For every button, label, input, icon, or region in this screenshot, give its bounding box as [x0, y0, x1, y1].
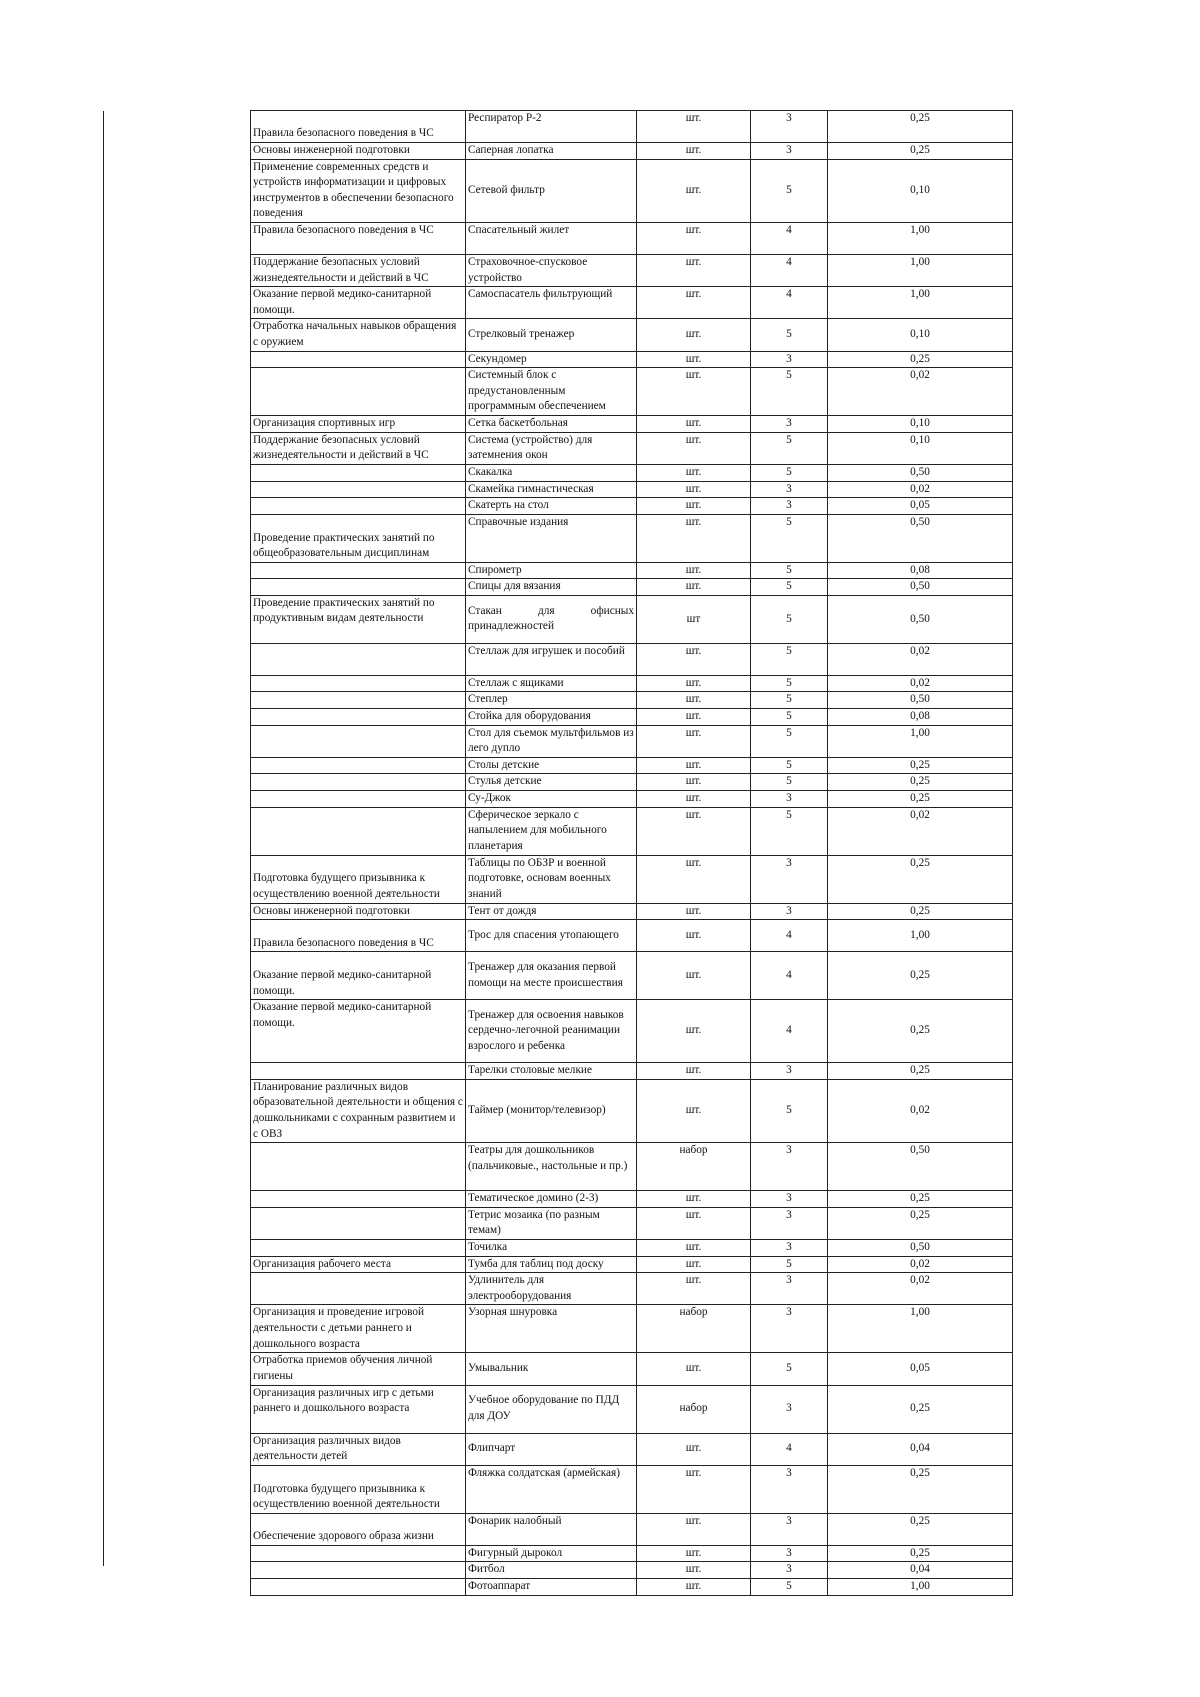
equipment-table-body: [251, 111, 1013, 1596]
table-row: [251, 807, 1013, 855]
activity-cell: [251, 675, 466, 692]
table-row: [251, 675, 1013, 692]
table-row: [251, 287, 1013, 319]
activity-cell: [251, 351, 466, 368]
quantity-cell: 5: [751, 709, 828, 726]
coefficient-cell: 0,25: [828, 774, 1013, 791]
coefficient-cell: 1,00: [828, 254, 1013, 286]
table-row: [251, 774, 1013, 791]
activity-cell: Организация спортивных игр: [251, 416, 466, 433]
equipment-name-cell: Су-Джок: [466, 791, 637, 808]
table-row: [251, 1465, 1013, 1513]
table-row: [251, 1191, 1013, 1208]
unit-cell: шт.: [637, 498, 751, 515]
unit-cell: шт.: [637, 807, 751, 855]
coefficient-cell: 0,02: [828, 1256, 1013, 1273]
table-row: [251, 920, 1013, 952]
quantity-cell: 3: [751, 1305, 828, 1353]
unit-cell: шт.: [637, 481, 751, 498]
table-row: [251, 1545, 1013, 1562]
coefficient-cell: 0,25: [828, 903, 1013, 920]
quantity-cell: 5: [751, 692, 828, 709]
quantity-cell: 5: [751, 675, 828, 692]
equipment-name-cell: Сетка баскетбольная: [466, 416, 637, 433]
unit-cell: шт.: [637, 1562, 751, 1579]
equipment-name-cell: Спицы для вязания: [466, 579, 637, 596]
equipment-name-cell: Стакан для офисных принадлежностей: [466, 595, 637, 643]
table-row: [251, 1385, 1013, 1433]
activity-cell: [251, 1207, 466, 1239]
unit-cell: шт.: [637, 287, 751, 319]
quantity-cell: 3: [751, 1562, 828, 1579]
quantity-cell: 4: [751, 920, 828, 952]
activity-cell: Организация и проведение игровой деятельности с детьми раннего и дошкольного возраста: [251, 1305, 466, 1353]
table-row: [251, 1063, 1013, 1080]
coefficient-cell: 1,00: [828, 1305, 1013, 1353]
unit-cell: шт.: [637, 903, 751, 920]
unit-cell: шт.: [637, 159, 751, 222]
unit-cell: шт.: [637, 675, 751, 692]
coefficient-cell: 0,25: [828, 1385, 1013, 1433]
coefficient-cell: 0,25: [828, 351, 1013, 368]
unit-cell: шт.: [637, 222, 751, 254]
quantity-cell: 5: [751, 807, 828, 855]
coefficient-cell: 0,25: [828, 111, 1013, 143]
quantity-cell: 5: [751, 595, 828, 643]
activity-cell: [251, 1239, 466, 1256]
activity-cell: Основы инженерной подготовки: [251, 903, 466, 920]
equipment-name-cell: Сетевой фильтр: [466, 159, 637, 222]
activity-cell: [251, 709, 466, 726]
coefficient-cell: 0,25: [828, 1545, 1013, 1562]
quantity-cell: 3: [751, 416, 828, 433]
table-row: [251, 1079, 1013, 1142]
activity-cell: Организация рабочего места: [251, 1256, 466, 1273]
table-row: [251, 481, 1013, 498]
coefficient-cell: 0,50: [828, 595, 1013, 643]
quantity-cell: 5: [751, 432, 828, 464]
equipment-name-cell: Спасательный жилет: [466, 222, 637, 254]
equipment-name-cell: Умывальник: [466, 1353, 637, 1385]
equipment-name-cell: Респиратор Р-2: [466, 111, 637, 143]
unit-cell: шт.: [637, 855, 751, 903]
equipment-name-cell: Столы детские: [466, 757, 637, 774]
activity-cell: Оказание первой медико-санитарной помощи.: [251, 1000, 466, 1063]
coefficient-cell: 0,05: [828, 498, 1013, 515]
coefficient-cell: 1,00: [828, 920, 1013, 952]
equipment-name-cell: Театры для дошкольников (пальчиковые., настольные и пр.): [466, 1143, 637, 1191]
equipment-name-cell: Самоспасатель фильтрующий: [466, 287, 637, 319]
unit-cell: шт.: [637, 1545, 751, 1562]
table-row: [251, 595, 1013, 643]
equipment-name-cell: Фитбол: [466, 1562, 637, 1579]
activity-cell: [251, 1578, 466, 1595]
unit-cell: шт.: [637, 709, 751, 726]
unit-cell: шт.: [637, 1000, 751, 1063]
activity-cell: [251, 807, 466, 855]
equipment-name-cell: Скакалка: [466, 464, 637, 481]
activity-cell: Применение современных средств и устройств информатизации и цифровых инструментов в обеспечении безопасного поведения: [251, 159, 466, 222]
coefficient-cell: 1,00: [828, 725, 1013, 757]
equipment-name-cell: Системный блок с предустановленным программным обеспечением: [466, 368, 637, 416]
coefficient-cell: 0,25: [828, 1207, 1013, 1239]
equipment-name-cell: Точилка: [466, 1239, 637, 1256]
quantity-cell: 4: [751, 222, 828, 254]
unit-cell: шт.: [637, 1256, 751, 1273]
table-row: [251, 757, 1013, 774]
coefficient-cell: 0,02: [828, 643, 1013, 675]
unit-cell: шт.: [637, 562, 751, 579]
table-row: [251, 903, 1013, 920]
coefficient-cell: 0,10: [828, 432, 1013, 464]
activity-cell: Планирование различных видов образовательной деятельности и общения с дошкольниками с сохранным развитием и с ОВЗ: [251, 1079, 466, 1142]
table-row: [251, 143, 1013, 160]
coefficient-cell: 0,50: [828, 1143, 1013, 1191]
activity-cell: [251, 774, 466, 791]
equipment-name-cell: Система (устройство) для затемнения окон: [466, 432, 637, 464]
quantity-cell: 3: [751, 791, 828, 808]
unit-cell: шт.: [637, 416, 751, 433]
table-row: [251, 643, 1013, 675]
coefficient-cell: 0,04: [828, 1433, 1013, 1465]
equipment-name-cell: Фляжка солдатская (армейская): [466, 1465, 637, 1513]
table-row: [251, 1273, 1013, 1305]
unit-cell: шт.: [637, 464, 751, 481]
equipment-name-cell: Таблицы по ОБЗР и военной подготовке, основам военных знаний: [466, 855, 637, 903]
unit-cell: шт.: [637, 1578, 751, 1595]
activity-cell: Основы инженерной подготовки: [251, 143, 466, 160]
quantity-cell: 3: [751, 1063, 828, 1080]
equipment-name-cell: Тент от дождя: [466, 903, 637, 920]
table-row: [251, 1207, 1013, 1239]
table-row: [251, 319, 1013, 351]
equipment-name-cell: Флипчарт: [466, 1433, 637, 1465]
table-row: [251, 464, 1013, 481]
activity-cell: Организация различных игр с детьми раннего и дошкольного возраста: [251, 1385, 466, 1433]
quantity-cell: 3: [751, 143, 828, 160]
unit-cell: шт.: [637, 1353, 751, 1385]
activity-cell: Проведение практических занятий по продуктивным видам деятельности: [251, 595, 466, 643]
equipment-name-cell: Фонарик налобный: [466, 1513, 637, 1545]
activity-cell: [251, 481, 466, 498]
quantity-cell: 5: [751, 1353, 828, 1385]
coefficient-cell: 0,25: [828, 1465, 1013, 1513]
quantity-cell: 5: [751, 1079, 828, 1142]
table-row: [251, 351, 1013, 368]
quantity-cell: 3: [751, 1143, 828, 1191]
activity-cell: Правила безопасного поведения в ЧС: [251, 222, 466, 254]
activity-cell: Оказание первой медико-санитарной помощи.: [251, 952, 466, 1000]
quantity-cell: 4: [751, 254, 828, 286]
table-row: [251, 1433, 1013, 1465]
equipment-name-cell: Стол для съемок мультфильмов из лего дупло: [466, 725, 637, 757]
coefficient-cell: 0,02: [828, 1079, 1013, 1142]
quantity-cell: 5: [751, 159, 828, 222]
equipment-name-cell: Удлинитель для электрооборудования: [466, 1273, 637, 1305]
table-row: [251, 1353, 1013, 1385]
table-row: [251, 725, 1013, 757]
unit-cell: шт.: [637, 1513, 751, 1545]
table-row: [251, 1305, 1013, 1353]
table-row: [251, 111, 1013, 143]
unit-cell: шт.: [637, 920, 751, 952]
equipment-name-cell: Фотоаппарат: [466, 1578, 637, 1595]
coefficient-cell: 0,05: [828, 1353, 1013, 1385]
activity-cell: [251, 368, 466, 416]
quantity-cell: 5: [751, 514, 828, 562]
activity-cell: [251, 579, 466, 596]
quantity-cell: 3: [751, 1273, 828, 1305]
equipment-name-cell: Спирометр: [466, 562, 637, 579]
table-row: [251, 432, 1013, 464]
quantity-cell: 5: [751, 464, 828, 481]
unit-cell: шт.: [637, 725, 751, 757]
coefficient-cell: 0,08: [828, 709, 1013, 726]
table-row: [251, 1256, 1013, 1273]
table-row: [251, 1000, 1013, 1063]
activity-cell: Поддержание безопасных условий жизнедеятельности и действий в ЧС: [251, 432, 466, 464]
quantity-cell: 3: [751, 1545, 828, 1562]
quantity-cell: 3: [751, 351, 828, 368]
coefficient-cell: 0,25: [828, 1000, 1013, 1063]
coefficient-cell: 0,50: [828, 514, 1013, 562]
quantity-cell: 3: [751, 1465, 828, 1513]
equipment-name-cell: Страховочное-спусковое устройство: [466, 254, 637, 286]
unit-cell: шт.: [637, 1207, 751, 1239]
activity-cell: [251, 562, 466, 579]
unit-cell: шт.: [637, 111, 751, 143]
equipment-table: [250, 110, 1013, 1596]
quantity-cell: 3: [751, 481, 828, 498]
activity-cell: Обеспечение здорового образа жизни: [251, 1513, 466, 1545]
coefficient-cell: 0,25: [828, 791, 1013, 808]
unit-cell: шт.: [637, 774, 751, 791]
table-row: [251, 222, 1013, 254]
unit-cell: шт.: [637, 791, 751, 808]
activity-cell: [251, 498, 466, 515]
unit-cell: шт.: [637, 254, 751, 286]
activity-cell: [251, 757, 466, 774]
table-row: [251, 1143, 1013, 1191]
coefficient-cell: 1,00: [828, 222, 1013, 254]
activity-cell: Проведение практических занятий по общеобразовательным дисциплинам: [251, 514, 466, 562]
quantity-cell: 4: [751, 952, 828, 1000]
coefficient-cell: 0,02: [828, 368, 1013, 416]
coefficient-cell: 0,10: [828, 159, 1013, 222]
unit-cell: шт.: [637, 1273, 751, 1305]
page-margin-line: [103, 111, 104, 1566]
table-row: [251, 562, 1013, 579]
quantity-cell: 5: [751, 757, 828, 774]
unit-cell: шт.: [637, 1239, 751, 1256]
table-row: [251, 416, 1013, 433]
unit-cell: шт.: [637, 1079, 751, 1142]
unit-cell: шт.: [637, 1465, 751, 1513]
table-row: [251, 514, 1013, 562]
activity-cell: Подготовка будущего призывника к осуществлению военной деятельности: [251, 855, 466, 903]
quantity-cell: 3: [751, 1191, 828, 1208]
coefficient-cell: 0,50: [828, 579, 1013, 596]
coefficient-cell: 0,02: [828, 481, 1013, 498]
table-row: [251, 1513, 1013, 1545]
activity-cell: Правила безопасного поведения в ЧС: [251, 111, 466, 143]
table-row: [251, 368, 1013, 416]
activity-cell: [251, 1273, 466, 1305]
unit-cell: шт.: [637, 757, 751, 774]
table-row: [251, 159, 1013, 222]
activity-cell: Отработка начальных навыков обращения с оружием: [251, 319, 466, 351]
unit-cell: шт.: [637, 143, 751, 160]
equipment-name-cell: Скамейка гимнастическая: [466, 481, 637, 498]
equipment-name-cell: Стойка для оборудования: [466, 709, 637, 726]
activity-cell: Правила безопасного поведения в ЧС: [251, 920, 466, 952]
equipment-name-cell: Фигурный дырокол: [466, 1545, 637, 1562]
coefficient-cell: 0,25: [828, 757, 1013, 774]
quantity-cell: 3: [751, 1513, 828, 1545]
table-row: [251, 1239, 1013, 1256]
quantity-cell: 3: [751, 498, 828, 515]
equipment-name-cell: Трос для спасения утопающего: [466, 920, 637, 952]
equipment-name-cell: Секундомер: [466, 351, 637, 368]
quantity-cell: 4: [751, 1433, 828, 1465]
coefficient-cell: 0,25: [828, 952, 1013, 1000]
equipment-name-cell: Стулья детские: [466, 774, 637, 791]
activity-cell: [251, 464, 466, 481]
activity-cell: [251, 791, 466, 808]
unit-cell: набор: [637, 1385, 751, 1433]
unit-cell: шт.: [637, 432, 751, 464]
quantity-cell: 3: [751, 1207, 828, 1239]
coefficient-cell: 0,25: [828, 1191, 1013, 1208]
equipment-name-cell: Скатерть на стол: [466, 498, 637, 515]
quantity-cell: 5: [751, 319, 828, 351]
equipment-name-cell: Стеллаж с ящиками: [466, 675, 637, 692]
unit-cell: шт.: [637, 952, 751, 1000]
coefficient-cell: 0,25: [828, 1513, 1013, 1545]
activity-cell: [251, 1191, 466, 1208]
activity-cell: Оказание первой медико-санитарной помощи.: [251, 287, 466, 319]
equipment-name-cell: Таймер (монитор/телевизор): [466, 1079, 637, 1142]
table-row: [251, 254, 1013, 286]
equipment-name-cell: Узорная шнуровка: [466, 1305, 637, 1353]
activity-cell: [251, 1063, 466, 1080]
quantity-cell: 5: [751, 1256, 828, 1273]
quantity-cell: 5: [751, 725, 828, 757]
unit-cell: шт.: [637, 319, 751, 351]
table-row: [251, 579, 1013, 596]
coefficient-cell: 0,50: [828, 464, 1013, 481]
unit-cell: шт.: [637, 692, 751, 709]
quantity-cell: 4: [751, 287, 828, 319]
coefficient-cell: 0,02: [828, 807, 1013, 855]
equipment-name-cell: Тематическое домино (2-3): [466, 1191, 637, 1208]
equipment-name-cell: Степлер: [466, 692, 637, 709]
quantity-cell: 3: [751, 1385, 828, 1433]
activity-cell: [251, 725, 466, 757]
activity-cell: [251, 1562, 466, 1579]
activity-cell: [251, 1545, 466, 1562]
quantity-cell: 5: [751, 368, 828, 416]
equipment-name-cell: Тренажер для оказания первой помощи на месте происшествия: [466, 952, 637, 1000]
quantity-cell: 5: [751, 1578, 828, 1595]
unit-cell: набор: [637, 1305, 751, 1353]
equipment-name-cell: Стеллаж для игрушек и пособий: [466, 643, 637, 675]
coefficient-cell: 0,25: [828, 143, 1013, 160]
activity-cell: [251, 692, 466, 709]
coefficient-cell: 0,50: [828, 1239, 1013, 1256]
unit-cell: шт.: [637, 368, 751, 416]
table-row: [251, 1578, 1013, 1595]
equipment-name-cell: Тренажер для освоения навыков сердечно-легочной реанимации взрослого и ребенка: [466, 1000, 637, 1063]
equipment-name-cell: Тетрис мозаика (по разным темам): [466, 1207, 637, 1239]
activity-cell: Отработка приемов обучения личной гигиены: [251, 1353, 466, 1385]
coefficient-cell: 0,10: [828, 319, 1013, 351]
equipment-name-cell: Сферическое зеркало с напылением для мобильного планетария: [466, 807, 637, 855]
unit-cell: шт.: [637, 351, 751, 368]
coefficient-cell: 0,08: [828, 562, 1013, 579]
equipment-name-cell: Саперная лопатка: [466, 143, 637, 160]
table-row: [251, 791, 1013, 808]
activity-cell: Подготовка будущего призывника к осуществлению военной деятельности: [251, 1465, 466, 1513]
equipment-name-cell: Справочные издания: [466, 514, 637, 562]
activity-cell: Организация различных видов деятельности детей: [251, 1433, 466, 1465]
quantity-cell: 4: [751, 1000, 828, 1063]
activity-cell: [251, 1143, 466, 1191]
coefficient-cell: 0,10: [828, 416, 1013, 433]
equipment-name-cell: Тарелки столовые мелкие: [466, 1063, 637, 1080]
unit-cell: шт.: [637, 1433, 751, 1465]
unit-cell: шт.: [637, 1191, 751, 1208]
unit-cell: шт.: [637, 643, 751, 675]
quantity-cell: 3: [751, 903, 828, 920]
unit-cell: набор: [637, 1143, 751, 1191]
coefficient-cell: 0,50: [828, 692, 1013, 709]
quantity-cell: 3: [751, 855, 828, 903]
quantity-cell: 5: [751, 774, 828, 791]
activity-cell: Поддержание безопасных условий жизнедеятельности и действий в ЧС: [251, 254, 466, 286]
table-row: [251, 709, 1013, 726]
coefficient-cell: 0,02: [828, 675, 1013, 692]
equipment-name-cell: Стрелковый тренажер: [466, 319, 637, 351]
unit-cell: шт: [637, 595, 751, 643]
quantity-cell: 3: [751, 1239, 828, 1256]
unit-cell: шт.: [637, 579, 751, 596]
equipment-name-cell: Тумба для таблиц под доску: [466, 1256, 637, 1273]
coefficient-cell: 0,04: [828, 1562, 1013, 1579]
quantity-cell: 5: [751, 643, 828, 675]
quantity-cell: 3: [751, 111, 828, 143]
table-row: [251, 855, 1013, 903]
coefficient-cell: 0,02: [828, 1273, 1013, 1305]
table-row: [251, 498, 1013, 515]
coefficient-cell: 1,00: [828, 287, 1013, 319]
coefficient-cell: 0,25: [828, 1063, 1013, 1080]
equipment-name-cell: Учебное оборудование по ПДД для ДОУ: [466, 1385, 637, 1433]
unit-cell: шт.: [637, 1063, 751, 1080]
coefficient-cell: 0,25: [828, 855, 1013, 903]
table-row: [251, 1562, 1013, 1579]
unit-cell: шт.: [637, 514, 751, 562]
coefficient-cell: 1,00: [828, 1578, 1013, 1595]
quantity-cell: 5: [751, 562, 828, 579]
table-row: [251, 692, 1013, 709]
table-row: [251, 952, 1013, 1000]
activity-cell: [251, 643, 466, 675]
quantity-cell: 5: [751, 579, 828, 596]
